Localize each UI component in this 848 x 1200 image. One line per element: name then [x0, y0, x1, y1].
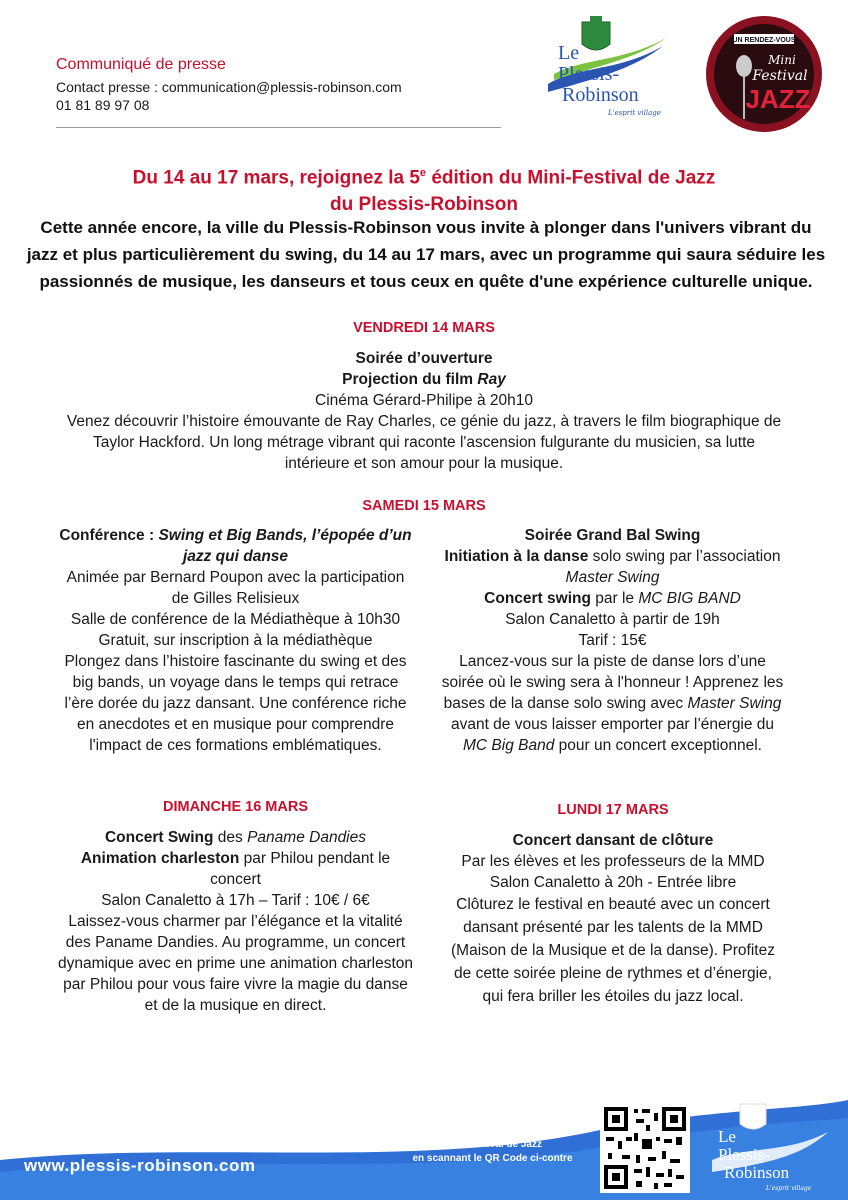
intro-paragraph: Cette année encore, la ville du Plessis-Robinson vous invite à plonger dans l'univers vibrant du jazz et plus particulièrement du swing, du 14 au 17 mars, avec un programme qui saura séduire les passionnés de musique, les danseurs et tous ceux en quête d'une expérience culturelle unique. [26, 218, 826, 291]
saturday-conference [58, 525, 413, 756]
website-link[interactable]: www.plessis-robinson.com [24, 1156, 256, 1175]
headline: Du 14 au 17 mars, rejoignez la 5e édition du Mini-Festival de Jazz du Plessis-Robinson [132, 167, 716, 216]
event-title: Soirée d’ouverture [355, 350, 493, 367]
sunday-section [58, 797, 413, 1016]
monday-title: Concert dansant de clôture [512, 832, 714, 849]
ball-concert: Concert swing par le MC BIG BAND [484, 590, 741, 607]
coat-of-arms-icon [582, 22, 610, 50]
footer-logo-le: Le [718, 1127, 736, 1146]
footer-coat-of-arms-icon [740, 1104, 766, 1129]
footer-logo-robinson: Robinson [724, 1163, 790, 1182]
ball-venue: Salon Canaletto à partir de 19h [505, 611, 720, 628]
festival-logo [704, 14, 824, 134]
event-venue: Cinéma Gérard-Philipe à 20h10 [315, 392, 533, 409]
event-description: Venez découvrir l’histoire émouvante de Ray Charles, ce génie du jazz, à travers le film biographique de Taylor Hackford. Un long métrage vibrant qui raconte l'ascension fulgurante du musicien, sa lutte intérieure et son amour pour la musique. [66, 413, 782, 472]
press-phone: 01 81 89 97 08 [56, 97, 150, 113]
festival-logo-top: UN RENDEZ-VOUS [732, 37, 796, 44]
conference-title: Conférence : Swing et Big Bands, l’épopée d’un jazz qui danse [59, 527, 412, 565]
footer-logo-tagline: L'esprit village [766, 1185, 812, 1192]
crown-icon [590, 16, 602, 23]
saturday-heading-wrap [0, 496, 848, 517]
logo-text-le: Le [558, 42, 580, 64]
monday-venue: Salon Canaletto à 20h - Entrée libre [489, 874, 737, 891]
festival-logo-mini: Mini [768, 53, 796, 67]
sunday-animation: Animation charleston par Philou pendant le concert [80, 850, 391, 888]
day-heading-monday: LUNDI 17 MARS [557, 802, 669, 818]
city-logo [538, 14, 670, 120]
friday-section [60, 318, 788, 474]
event-subtitle: Projection du film Ray [342, 371, 506, 388]
header-divider [56, 127, 501, 128]
festival-logo-festival: Festival [752, 68, 808, 84]
conference-host: Animée par Bernard Poupon avec la participation de Gilles Relisieux [66, 569, 405, 607]
monday-section [448, 800, 778, 1008]
press-release-label: Communiqué de presse [56, 56, 226, 73]
day-heading-friday: VENDREDI 14 MARS [353, 320, 495, 336]
sunday-description: Laissez-vous charmer par l’élégance et la vitalité des Paname Dandies. Au programme, un concert dynamique avec en prime une animation charleston par Philou pour vous faire vivre la magie du danse et de la musique en direct. [58, 913, 413, 1014]
footer-city-logo [706, 1098, 832, 1194]
conference-description: Plongez dans l’histoire fascinante du swing et des big bands, un voyage dans le temps qui retrace l’ère dorée du jazz dansant. Une conférence riche en anecdotes et en musique pour comprendre l'impact de ces formations emblématiques. [64, 653, 407, 754]
monday-by: Par les élèves et les professeurs de la MMD [461, 853, 765, 870]
press-contact[interactable]: Contact presse : communication@plessis-robinson.com [56, 79, 402, 95]
footer-logo-plessis: Plessis- [718, 1145, 770, 1164]
logo-text-robinson: Robinson [562, 84, 639, 106]
logo-tagline: L'esprit village [608, 109, 661, 117]
ball-initiation: Initiation à la danse solo swing par l’association Master Swing [444, 548, 781, 586]
sunday-venue: Salon Canaletto à 17h – Tarif : 10€ / 6€ [101, 892, 370, 909]
ball-description: Lancez-vous sur la piste de danse lors d’une soirée où le swing sera à l'honneur ! Apprenez les bases de la danse solo swing avec Master Swing avant de vous laisser emporter par l’énergie du MC Big Band pour un concert exceptionnel. [441, 653, 784, 754]
qr-code[interactable] [600, 1103, 690, 1193]
sunday-concert: Concert Swing des Paname Dandies [104, 829, 367, 846]
ball-title: Soirée Grand Bal Swing [524, 527, 701, 544]
ball-price: Tarif : 15€ [578, 632, 647, 649]
qr-caption: Retrouvez tout le programme du Mini-Festival de Jazz en scannant le QR Code ci-contre [412, 1125, 573, 1164]
saturday-ball [440, 525, 785, 756]
day-heading-saturday: SAMEDI 15 MARS [362, 498, 486, 514]
monday-description: Clôturez le festival en beauté avec un concert dansant présenté par les talents de la MMD (Maison de la Musique et de la danse). Profitez de cette soirée pleine de rythmes et d’énergie, qui fera briller les étoiles du jazz local. [451, 896, 775, 1005]
microphone-icon [736, 55, 752, 77]
conference-price: Gratuit, sur inscription à la médiathèque [98, 632, 373, 649]
festival-logo-jazz: JAZZ [745, 84, 811, 114]
day-heading-sunday: DIMANCHE 16 MARS [162, 799, 308, 815]
logo-text-plessis: Plessis- [558, 63, 620, 85]
conference-venue: Salle de conférence de la Médiathèque à 10h30 [70, 611, 401, 628]
